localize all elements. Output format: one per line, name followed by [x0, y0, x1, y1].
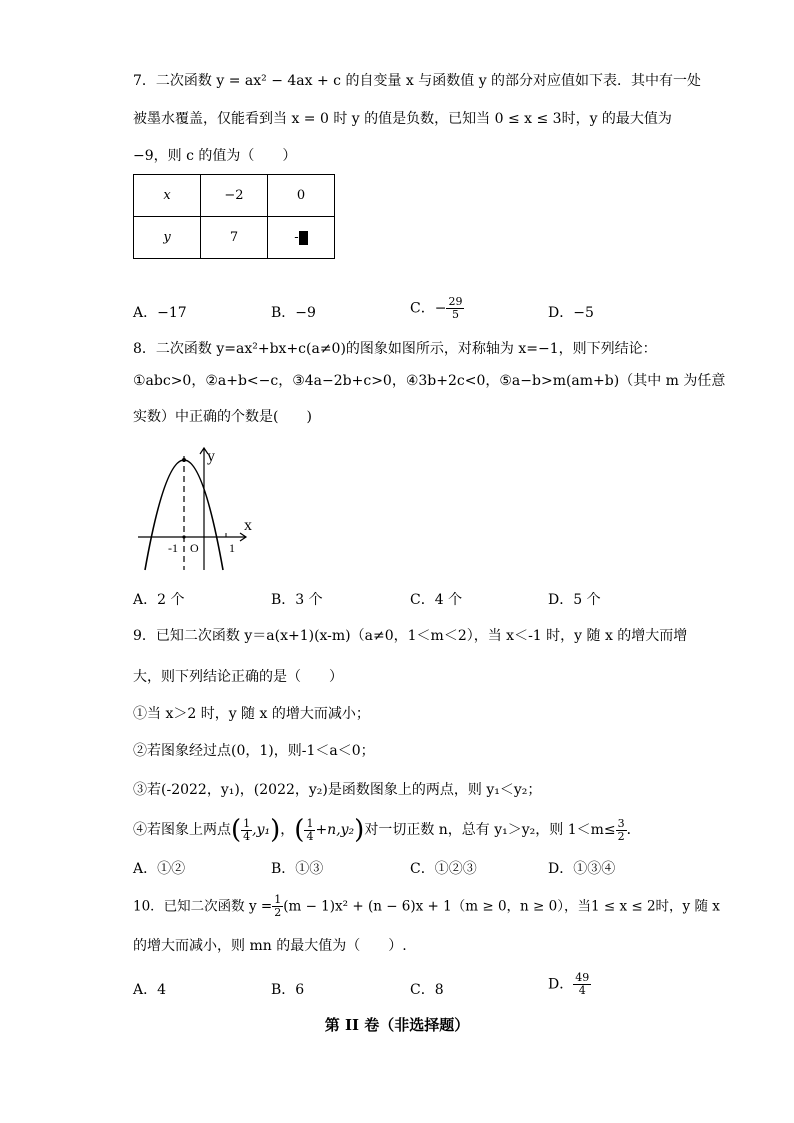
q7-line2: 被墨水覆盖，仅能看到当 x = 0 时 y 的值是负数，已知当 0 ≤ x ≤ 3时，y 的最大值为 — [133, 111, 672, 127]
q9-option-c[interactable]: C．①②③ — [410, 861, 477, 877]
s4-prefix: ④若图象上两点 — [133, 822, 231, 838]
denominator: 2 — [274, 906, 282, 919]
ink-blot — [299, 231, 308, 245]
q8-parabola-graph — [134, 440, 264, 575]
s4-middle: 对一切正数 n，总有 y₁＞y₂，则 1＜m≤ — [364, 822, 616, 838]
q10-prefix: 10．已知二次函数 y = — [133, 898, 273, 915]
q9-option-b[interactable]: B．①③ — [271, 861, 324, 877]
numerator: 49 — [575, 971, 590, 984]
q9-statement-4 — [133, 812, 641, 848]
origin-label: O — [190, 541, 199, 555]
table-cell: y — [134, 217, 201, 259]
q8-line2: ①abc>0，②a+b<−c，③4a−2b+c>0，④3b+2c<0，⑤a−b>m(am+b)（其中 m 为任意 — [133, 373, 726, 389]
q9-statement-2: ②若图象经过点(0，1)，则-1＜a＜0； — [133, 743, 375, 759]
q7-option-c-prefix: C．− — [410, 300, 447, 317]
denominator: 5 — [451, 308, 459, 321]
q10-line2: 的增大而减小，则 mn 的最大值为（ ）. — [133, 938, 407, 954]
q7-line1: 7．二次函数 y = ax² − 4ax + c 的自变量 x 与函数值 y 的部分对应值如下表．其中有一处 — [133, 73, 702, 89]
q10-option-c[interactable]: C．8 — [410, 982, 444, 998]
one-label: 1 — [229, 541, 235, 555]
paren-open: ( — [231, 815, 242, 845]
q9-line1: 9．已知二次函数 y＝a(x+1)(x-m)（a≠0，1＜m＜2），当 x＜-1 时，y 随 x 的增大而增 — [133, 628, 688, 644]
section-title: 第 II 卷（非选择题） — [324, 1016, 470, 1034]
fraction — [241, 818, 252, 843]
s4-end: ． — [626, 822, 641, 838]
numerator: 29 — [448, 295, 463, 308]
q10-line1 — [133, 888, 720, 925]
numerator: 1 — [274, 893, 282, 906]
q10-option-a[interactable]: A．4 — [133, 982, 167, 998]
q9-option-a[interactable]: A．①② — [133, 861, 186, 877]
denominator: 2 — [617, 829, 625, 843]
fraction — [446, 296, 464, 321]
q9-option-d[interactable]: D．①③④ — [548, 861, 616, 877]
point2-tail: +n,y₂ — [315, 822, 355, 838]
table-cell: 7 — [201, 217, 268, 259]
q9-statement-3: ③若(-2022，y₁)，(2022，y₂)是函数图象上的两点，则 y₁＜y₂； — [133, 782, 542, 798]
table-cell: x — [134, 175, 201, 217]
neg-one-point — [182, 535, 185, 538]
q10-option-d[interactable] — [548, 972, 591, 997]
fraction — [573, 972, 591, 997]
q8-option-a[interactable]: A．2 个 — [133, 592, 185, 608]
separator: ， — [280, 822, 295, 838]
fraction — [616, 818, 627, 843]
q9-statement-1: ①当 x＞2 时，y 随 x 的增大而减小； — [133, 706, 370, 722]
fraction — [304, 818, 315, 843]
paren-open: ( — [294, 815, 305, 845]
fraction — [272, 894, 283, 919]
q7-option-a[interactable]: A．−17 — [133, 305, 187, 321]
neg-one-label: -1 — [168, 541, 178, 555]
denominator: 4 — [243, 829, 251, 843]
table-cell: −2 — [201, 175, 268, 217]
numerator: 1 — [243, 816, 251, 830]
q8-option-b[interactable]: B．3 个 — [271, 592, 323, 608]
q8-line1: 8．二次函数 y=ax²+bx+c(a≠0)的图象如图所示，对称轴为 x=−1，则下列结论： — [133, 341, 657, 357]
q7-option-c[interactable] — [410, 296, 464, 321]
q8-option-c[interactable]: C．4 个 — [410, 592, 463, 608]
q10-option-d-prefix: D． — [548, 976, 574, 993]
denominator: 4 — [306, 829, 314, 843]
table-row — [134, 217, 335, 259]
y-axis-label: y — [207, 448, 215, 465]
numerator: 3 — [617, 816, 625, 830]
q7-option-d[interactable]: D．−5 — [548, 305, 594, 321]
q9-line2: 大，则下列结论正确的是（ ） — [133, 669, 343, 685]
q10-rest: (m − 1)x² + (n − 6)x + 1（m ≥ 0，n ≥ 0），当1 ≤ x ≤ 2时，y 随 x — [283, 898, 720, 915]
x-axis-label: x — [244, 517, 252, 534]
q7-line3: −9，则 c 的值为（ ） — [133, 148, 297, 164]
covered-value: - — [294, 230, 299, 245]
point1-tail: ,y₁ — [252, 822, 271, 838]
q7-value-table — [133, 174, 335, 259]
vertex-point — [182, 458, 186, 462]
paren-close: ) — [354, 815, 365, 845]
table-cell-covered — [268, 217, 335, 259]
table-row — [134, 175, 335, 217]
denominator: 4 — [578, 984, 586, 997]
numerator: 1 — [306, 816, 314, 830]
q7-option-b[interactable]: B．−9 — [271, 305, 316, 321]
q10-option-b[interactable]: B．6 — [271, 982, 305, 998]
q8-line3: 实数）中正确的个数是( ) — [133, 409, 312, 425]
q8-option-d[interactable]: D．5 个 — [548, 592, 601, 608]
table-cell: 0 — [268, 175, 335, 217]
paren-close: ) — [270, 815, 281, 845]
